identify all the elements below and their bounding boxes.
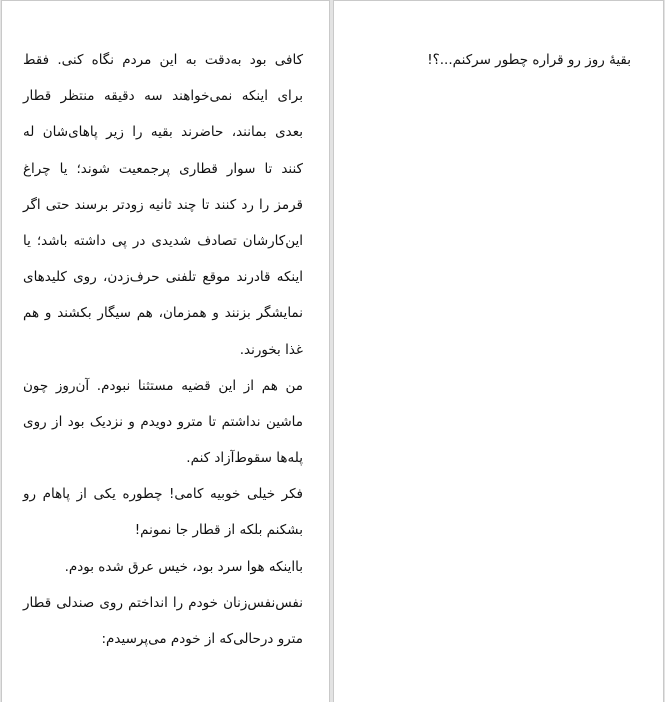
text-line: اینکه قادرند موقع تلفنی حرف‌زدن، روی کلیدهای — [23, 269, 303, 286]
text-line: بااینکه هوا سرد بود، خیس عرق شده بودم. — [64, 558, 303, 575]
text-line: مترو درحالی‌که از خودم می‌پرسیدم: — [101, 631, 303, 647]
text-line: ماشین نداشتم تا مترو دویدم و نزدیک بود از روی — [23, 413, 303, 430]
text-line: کافی بود به‌دقت به این مردم نگاه کنی. فقط — [23, 52, 303, 68]
document-page-left — [1, 0, 330, 702]
page-text-block — [23, 45, 303, 660]
text-line: نفس‌نفس‌زنان خودم را انداختم روی صندلی قطار — [23, 594, 303, 611]
text-line: فکر خیلی خوبیه کامی! چطوره یکی از پاهام رو — [23, 486, 303, 503]
text-line: بشکنم بلکه از قطار جا نمونم! — [134, 522, 303, 539]
page-text-block — [351, 45, 631, 81]
text-line: کنند تا سوار قطاری پرجمعیت شوند؛ یا چراغ — [23, 160, 303, 177]
text-line: برای اینکه نمی‌خواهند سه دقیقه منتظر قطار — [23, 88, 303, 105]
text-line: غذا بخورند. — [239, 341, 303, 358]
document-page-right — [333, 0, 664, 702]
text-line: پله‌ها سقوط‌آزاد کنم. — [186, 450, 303, 467]
text-line: این‌کارشان تصادف شدیدی در پی داشته باشد؛ یا — [23, 232, 303, 249]
text-line: نمایشگر بزنند و همزمان، هم سیگار بکشند و هم — [23, 305, 303, 322]
text-line: بعدی بمانند، حاضرند بقیه را زیر پاهای‌شان له — [23, 124, 303, 141]
text-line: من هم از این قضیه مستثنا نبودم. آن‌روز چون — [23, 377, 303, 394]
text-line: بقیهٔ روز رو قراره چطور سرکنم...؟! — [427, 52, 631, 68]
text-line: قرمز را رد کنند تا چند ثانیه زودتر برسند حتی اگر — [23, 196, 303, 213]
